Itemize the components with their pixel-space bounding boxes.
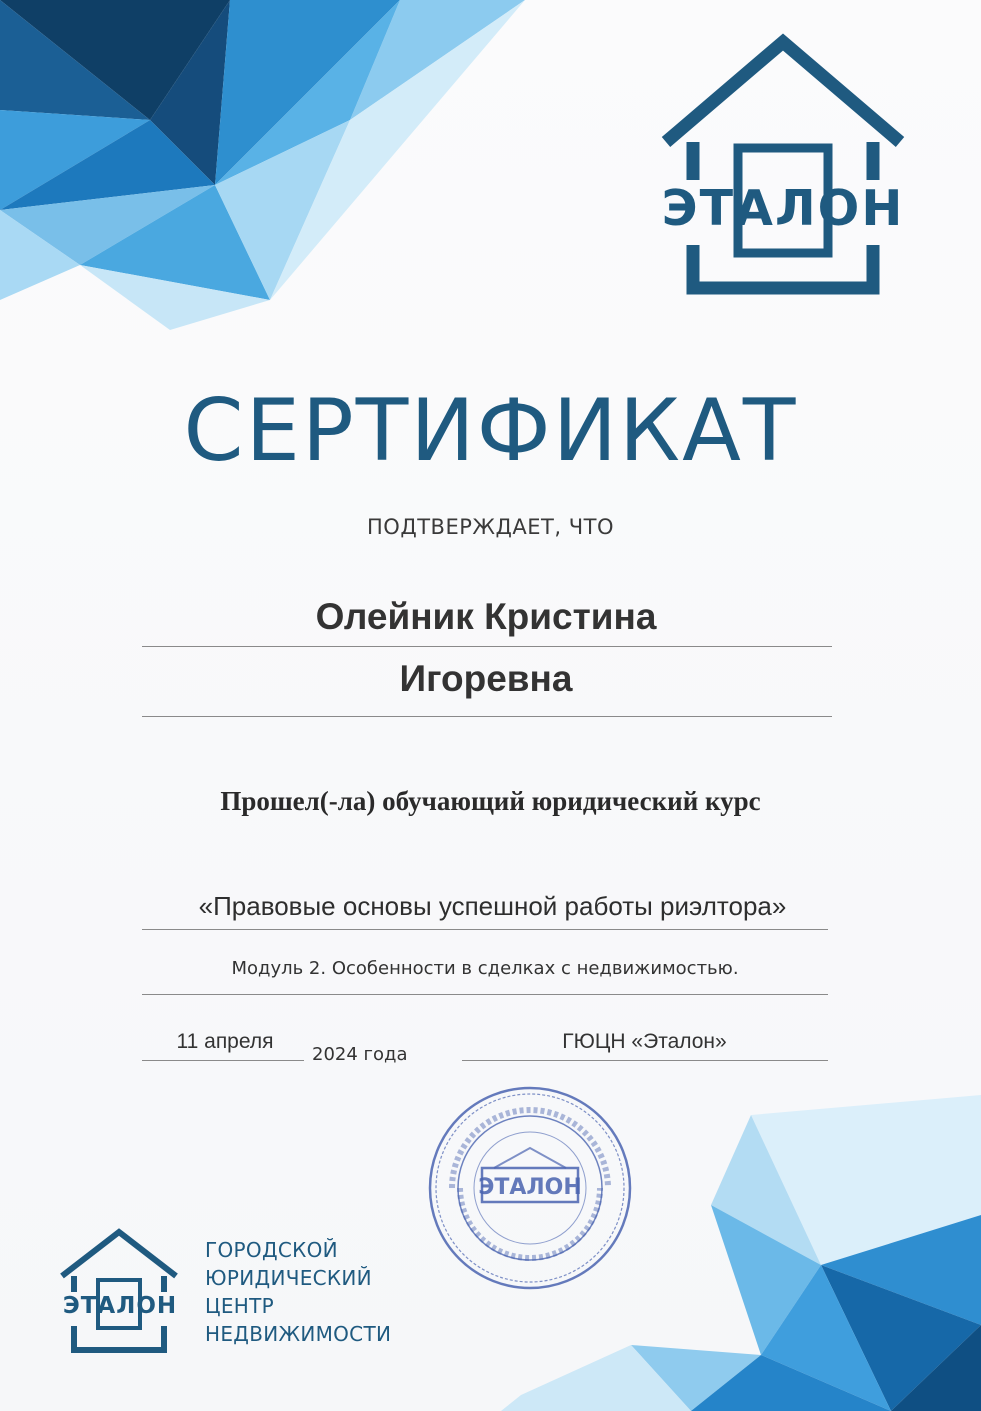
course-module: Модуль 2. Особенности в сделках с недвижимостью. — [231, 958, 739, 979]
footer-logo-wordmark: ЭТАЛОН — [62, 1293, 178, 1319]
stamp-seal-icon — [424, 1082, 636, 1294]
footer-org-line: ЦЕНТР — [205, 1294, 274, 1318]
issuer-underline — [462, 1060, 828, 1061]
official-stamp — [424, 1082, 636, 1294]
course-intro: Прошел(-ла) обучающий юридический курс — [220, 786, 761, 816]
name-underline-1 — [142, 646, 832, 647]
etalon-logo — [648, 30, 918, 300]
issue-date-year: 2024 года — [312, 1044, 408, 1065]
certificate-title: СЕРТИФИКАТ — [183, 381, 798, 481]
house-logo-small-icon — [52, 1228, 187, 1353]
course-name: «Правовые основы успешной работы риэлтора» — [198, 891, 787, 921]
issue-date-day: 11 апреля — [176, 1030, 274, 1053]
recipient-name-line2: Игоревна — [399, 658, 573, 699]
footer-logo — [52, 1228, 187, 1353]
footer-org-line: ЮРИДИЧЕСКИЙ — [205, 1266, 372, 1290]
svg-text:ЭТАЛОН: ЭТАЛОН — [478, 1175, 582, 1200]
certificate-subtitle: ПОДТВЕРЖДАЕТ, ЧТО — [367, 515, 614, 539]
recipient-name-line1: Олейник Кристина — [315, 596, 657, 637]
decorative-polygons-top — [0, 0, 560, 360]
house-logo-icon — [648, 30, 918, 300]
name-underline-2 — [142, 716, 832, 717]
footer-org-line: НЕДВИЖИМОСТИ — [205, 1322, 392, 1346]
course-underline — [142, 929, 828, 930]
date-underline — [142, 1060, 304, 1061]
logo-wordmark: ЭТАЛОН — [661, 180, 905, 237]
issuer-name: ГЮЦН «Эталон» — [562, 1030, 727, 1053]
footer-org-name — [205, 1236, 391, 1348]
module-underline — [142, 994, 828, 995]
footer-org-line: ГОРОДСКОЙ — [205, 1238, 338, 1262]
